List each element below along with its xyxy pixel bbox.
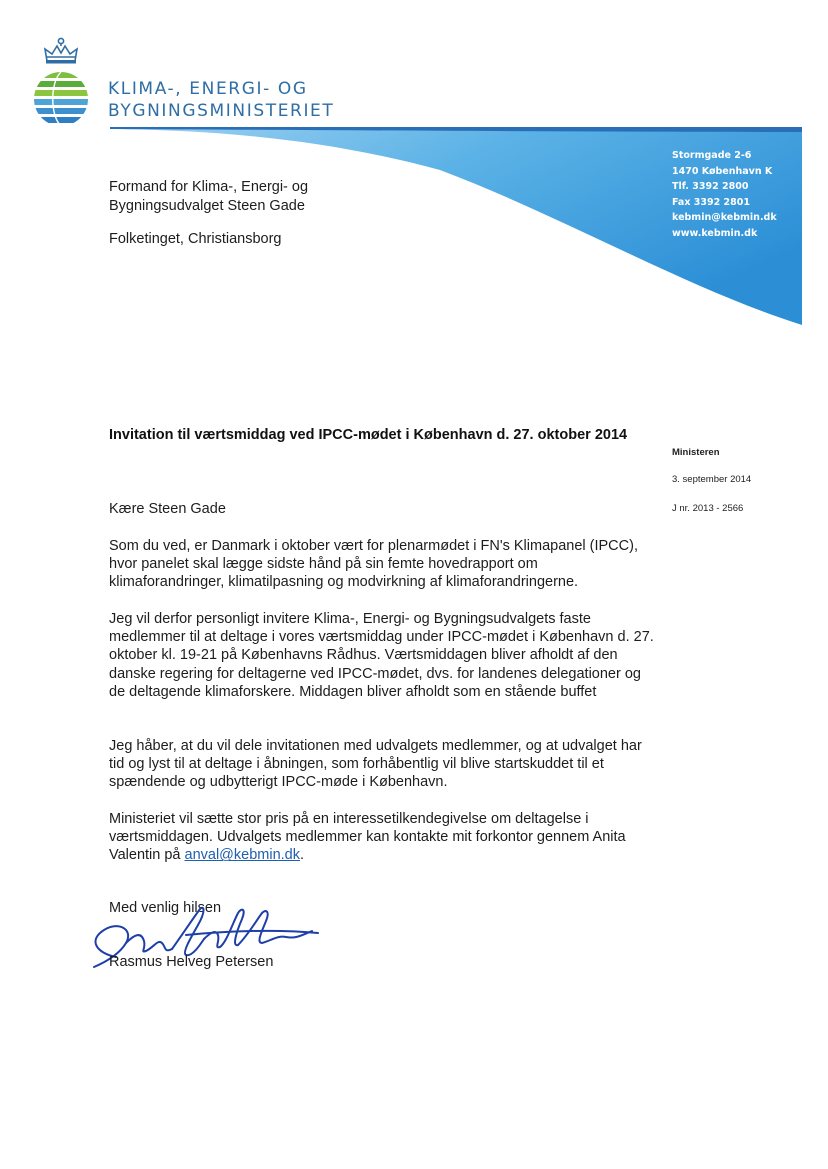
paragraph-2: Jeg vil derfor personligt invitere Klima-, Energi- og Bygningsudvalgets faste medlemmer til at deltage i vores værtsmiddag under IPCC-mødet i København d. 27. oktober kl. 19-21 på Københavns Rådhus. Værtsmiddagen bliver afholdt af den danske regering for deltagerne ved IPCC-mødet, dvs. for landenes delegationer og de deltagende klimaforskere. Middagen bliver afholdt som en stående buffet bbox=[109, 611, 654, 700]
paragraph-3: Jeg håber, at du vil dele invitationen med udvalgets medlemmer, og at udvalget har tid og lyst til at deltage i åbningen, som forhåbentlig vil blive startskuddet til et spændende og udbytterigt IPCC-møde i København. bbox=[109, 738, 642, 791]
contact-email[interactable]: kebmin@kebmin.dk bbox=[672, 212, 777, 223]
handwritten-signature bbox=[86, 895, 336, 985]
ministry-name-line1: KLIMA-, ENERGI- OG bbox=[108, 79, 308, 99]
paragraph-4-end: . bbox=[300, 847, 305, 864]
recipient-block bbox=[109, 178, 308, 249]
salutation: Kære Steen Gade bbox=[109, 501, 226, 517]
recipient-line3: Folketinget, Christiansborg bbox=[109, 231, 282, 247]
meta-title: Ministeren bbox=[672, 447, 720, 458]
recipient-line1: Formand for Klima-, Energi- og bbox=[109, 179, 309, 195]
meta-journal-number: J nr. 2013 - 2566 bbox=[672, 503, 744, 514]
meta-date: 3. september 2014 bbox=[672, 474, 752, 485]
contact-phone: Tlf. 3392 2800 bbox=[672, 181, 749, 192]
contact-web[interactable]: www.kebmin.dk bbox=[672, 227, 758, 239]
signer-name: Rasmus Helveg Petersen bbox=[109, 954, 274, 970]
contact-fax: Fax 3392 2801 bbox=[672, 196, 750, 208]
contact-street: Stormgade 2-6 bbox=[672, 150, 752, 161]
recipient-line2: Bygningsudvalget Steen Gade bbox=[109, 198, 305, 214]
ministry-name-line2: BYGNINGSMINISTERIET bbox=[108, 101, 335, 121]
paragraph-4 bbox=[109, 810, 654, 865]
letter-subject: Invitation til værtsmiddag ved IPCC-mødet i København d. 27. oktober 2014 bbox=[109, 427, 628, 443]
contact-block bbox=[672, 148, 777, 241]
email-link[interactable]: anval@kebmin.dk bbox=[184, 847, 300, 864]
contact-city: 1470 København K bbox=[672, 165, 773, 177]
paragraph-1: Som du ved, er Danmark i oktober vært for plenarmødet i FN's Klimapanel (IPCC), hvor panelet skal lægge sidste hånd på sin femte hovedrapport om klimaforandringer, klimatilpasning og modvirkning af klimaforandringerne. bbox=[109, 538, 638, 591]
closing: Med venlig hilsen bbox=[109, 900, 222, 916]
paragraph-4-text: Ministeriet vil sætte stor pris på en interessetilkendegivelse om deltagelse i værtsmiddagen. Udvalgets medlemmer kan kontakte mit forkontor gennem Anita Valentin på bbox=[109, 811, 626, 864]
